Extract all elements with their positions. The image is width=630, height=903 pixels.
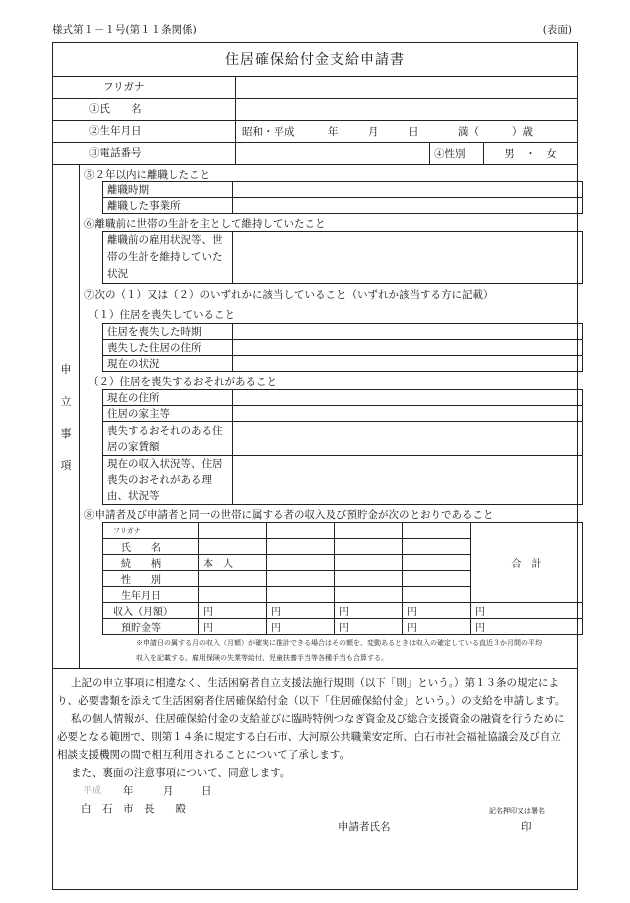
s7-field[interactable] (233, 356, 583, 372)
s5-row-label: 離職時期 (103, 182, 233, 198)
s7-field[interactable] (233, 390, 583, 406)
name-row (53, 99, 577, 121)
date-month: 月 (163, 785, 174, 797)
income-total-label: 合 計 (471, 523, 583, 603)
s7-field[interactable] (233, 340, 583, 356)
dob-field[interactable] (236, 121, 577, 142)
gender-options[interactable]: 男 ・ 女 (504, 148, 557, 160)
income-table: フリガナ 合 計 氏 名 続 柄 本 人 性 別 生年月日 収入（月額） 円 円 円 円 円 預貯金等 円 円 円 円 円 (102, 522, 583, 635)
s5-field[interactable] (233, 182, 583, 198)
form-title: 住居確保給付金支給申請書 (53, 43, 577, 77)
s7-sub1: （１）住居を喪失していること (88, 309, 235, 321)
s7-field[interactable] (233, 406, 583, 422)
seal-mark: 印 (521, 821, 532, 833)
name-label: ①氏 名 (53, 99, 236, 120)
age-prefix: 満（ (458, 126, 479, 138)
furigana-row (53, 77, 577, 99)
income-row-label: 生年月日 (103, 587, 199, 603)
s8-title: ⑧申請者及び申請者と同一の世帯に属する者の収入及び預貯金が次のとおりであること (84, 509, 494, 521)
s7-sub1-table (102, 323, 583, 372)
dob-day: 日 (408, 126, 419, 138)
s7-row-label: 現在の収入状況等、住居喪失のおそれがある理由、状況等 (103, 456, 233, 505)
declaration-section (53, 165, 577, 669)
phone-label: ③電話番号 (53, 143, 236, 164)
dob-year: 年 (328, 126, 339, 138)
s7-row-label: 現在の住所 (103, 390, 233, 406)
s7-sub2: （２）住居を喪失するおそれがあること (88, 376, 277, 388)
s6-row-label: 離職前の雇用状況等、世帯の生計を維持していた状況 (103, 232, 233, 284)
income-row-label: 氏 名 (103, 539, 199, 555)
consent-line: 相談支援機関の間で相互利用されることについて了承します。 (57, 749, 350, 761)
statement-line: 上記の申立事項に相違なく、生活困窮者自立支援法施行規則（以下「則」という。）第１３条の規定によ (71, 677, 560, 689)
form-number: 様式第１－１号(第１１条関係) (52, 24, 197, 36)
s7-field[interactable] (233, 456, 583, 505)
s6-field[interactable] (233, 232, 583, 284)
phone-field[interactable] (236, 143, 430, 164)
consent-line: 必要となる範囲で、則第１４条に規定する白石市、大河原公共職業安定所、白石市社会福祉協議会及び自立 (57, 731, 561, 743)
age-suffix: ）歳 (512, 126, 533, 138)
self-relation: 本 人 (199, 555, 267, 571)
date-day: 日 (201, 785, 212, 797)
s5-row-label: 離職した事業所 (103, 198, 233, 214)
page-side: (表面) (542, 24, 572, 36)
gender-label: ④性別 (430, 143, 484, 164)
application-form (52, 42, 578, 890)
declaration-body (80, 165, 577, 668)
declaration-label: 申 立 事 項 (53, 165, 80, 668)
s5-field[interactable] (233, 198, 583, 214)
dob-row (53, 121, 577, 143)
s7-row-label: 住居を喪失した時期 (103, 324, 233, 340)
income-row-label: 収入（月額） (103, 603, 199, 619)
s7-row-label: 現在の状況 (103, 356, 233, 372)
dob-month: 月 (368, 126, 379, 138)
income-row-label: 続 柄 (103, 555, 199, 571)
consent-line: 私の個人情報が、住居確保給付金の支給並びに臨時特例つなぎ資金及び総合支援資金の融資を行うために (71, 713, 565, 725)
declaration-footer (53, 669, 577, 882)
s5-title: ⑤２年以内に離職したこと (84, 169, 210, 181)
date-era: 平成 (83, 786, 102, 796)
name-field[interactable] (236, 99, 577, 120)
income-row-label: 性 別 (103, 571, 199, 587)
income-note: 収入を記載する。雇用保険の失業等給付、児童扶養手当等各種手当も合算する。 (136, 654, 388, 662)
s6-title: ⑥離職前に世帯の生計を主として維持していたこと (84, 218, 326, 230)
furigana-field[interactable] (236, 77, 577, 98)
signature-note: 記名押印又は署名 (489, 807, 545, 815)
s7-sub2-table (102, 389, 583, 505)
form-header (52, 22, 578, 36)
statement-line: り、必要書類を添えて生活困窮者住居確保給付金（以下「住居確保給付金」という。）の支給を申請します。 (57, 695, 566, 707)
furigana-label: フリガナ (53, 77, 236, 98)
s7-row-label: 喪失するおそれのある住居の家賃額 (103, 422, 233, 456)
income-row-label: フリガナ (103, 523, 199, 539)
dob-era: 昭和・平成 (242, 126, 295, 138)
s6-table (102, 231, 583, 284)
s7-row-label: 喪失した住居の住所 (103, 340, 233, 356)
s7-title: ⑦次の（１）又は（２）のいずれかに該当していること（いずれか該当する方に記載） (84, 289, 494, 301)
s7-field[interactable] (233, 422, 583, 456)
dob-label: ②生年月日 (53, 121, 236, 142)
income-note: ※申請日の属する月の収入（月額）が確実に推計できる場合はその額を、変動あるときは収入の確定している直近３か月間の平均 (136, 639, 542, 647)
s7-field[interactable] (233, 324, 583, 340)
addressee: 白 石 市 長 殿 (81, 803, 186, 815)
s7-row-label: 住居の家主等 (103, 406, 233, 422)
applicant-name-label: 申請者氏名 (338, 821, 391, 833)
s5-table (102, 181, 583, 214)
date-year: 年 (123, 785, 134, 797)
income-row-label: 預貯金等 (103, 619, 199, 635)
phone-row (53, 143, 577, 165)
agreement-line: また、裏面の注意事項について、同意します。 (71, 767, 291, 779)
